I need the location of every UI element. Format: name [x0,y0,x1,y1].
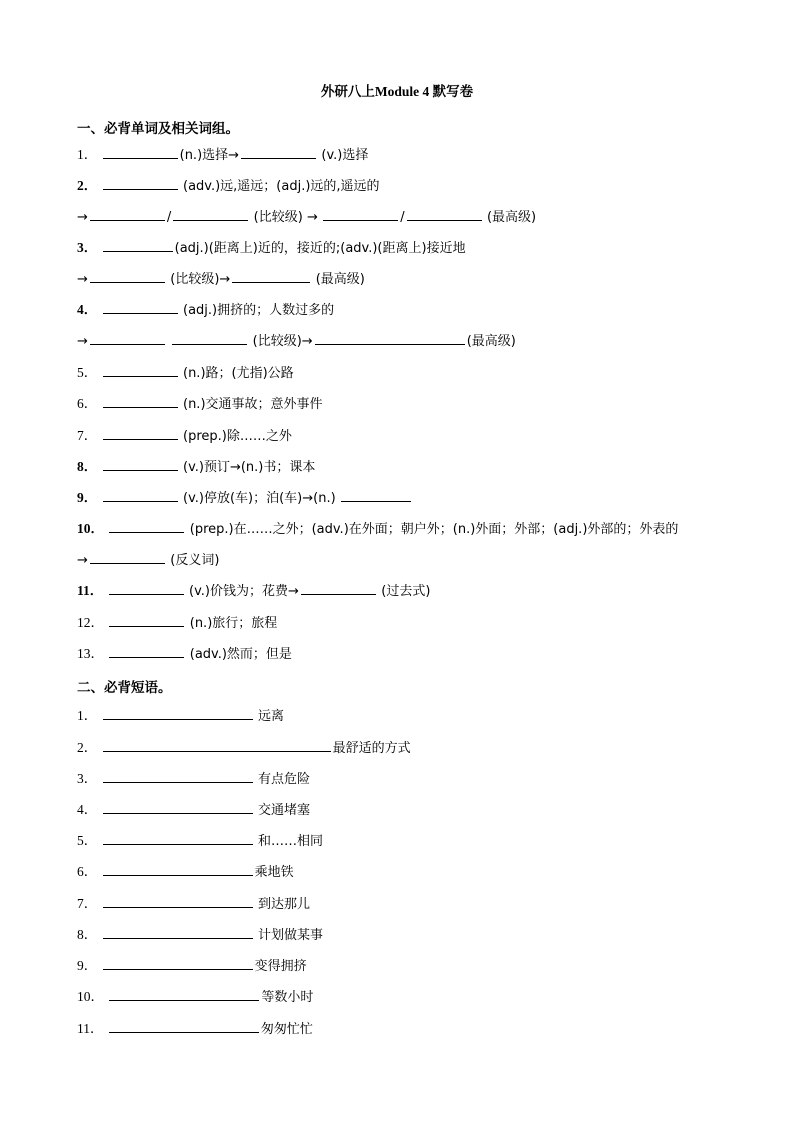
answer-blank[interactable] [315,332,465,345]
vocab-item-11 [77,582,430,600]
answer-blank[interactable] [323,208,398,221]
answer-blank[interactable] [103,895,253,908]
answer-blank[interactable] [103,489,178,502]
answer-blank[interactable] [103,707,253,720]
answer-blank[interactable] [103,801,253,814]
phrase-item-9 [77,957,307,975]
answer-blank[interactable] [90,551,165,564]
answer-blank[interactable] [103,739,331,752]
item-number: 7． [77,896,98,911]
item-text: (n.)旅行；旅程 [189,616,278,631]
item-text: 和……相同 [258,834,324,849]
phrase-item-5 [77,832,323,850]
item-text: 有点危险 [258,772,311,787]
item-number: 9． [77,490,98,505]
item-number: 10． [77,989,104,1004]
phrase-item-8 [77,926,323,944]
vocab-item-3 [77,239,466,257]
item-number: 12． [77,615,104,630]
vocab-item-8 [77,458,315,476]
answer-blank[interactable] [109,645,184,658]
answer-blank[interactable] [109,582,184,595]
vocab-item-1 [77,146,368,164]
item-number: 5． [77,365,98,380]
answer-blank[interactable] [109,614,184,627]
item-text: (v.)停放(车)；泊(车)→(n.) [183,491,336,506]
answer-blank[interactable] [103,239,173,252]
phrase-item-2 [77,739,411,757]
item-number: 9． [77,958,98,973]
phrase-item-1 [77,707,284,725]
section2-heading: 二、必背短语。 [77,680,172,695]
item-number: 2． [77,178,98,193]
phrase-item-3 [77,770,310,788]
answer-blank[interactable] [109,1020,259,1033]
item-number: 3． [77,771,98,786]
item-number: 2． [77,740,98,755]
answer-blank[interactable] [90,208,165,221]
item-text: → [77,210,88,225]
vocab-item-9 [77,489,413,507]
item-number: 11． [77,1021,104,1036]
phrase-item-11 [77,1020,313,1038]
answer-blank[interactable] [172,332,247,345]
item-text: (adv.)远,遥远；(adj.)远的,遥远的 [183,179,380,194]
phrase-item-7 [77,895,310,913]
item-text: 等数小时 [261,990,314,1005]
item-text: (prep.)除……之外 [183,429,292,444]
item-text: (最高级) [315,272,365,287]
item-text: → [77,334,88,349]
answer-blank[interactable] [103,957,253,970]
item-text: → [77,272,88,287]
answer-blank[interactable] [103,458,178,471]
item-text: (n.)选择→ [179,148,240,163]
item-text: 计划做某事 [258,928,324,943]
vocab-item-2 [77,177,380,195]
item-number: 7． [77,428,98,443]
item-text: → [77,553,88,568]
item-text: (v.)预订→(n.)书；课本 [183,460,316,475]
phrase-item-6 [77,863,294,881]
item-text: (n.)路；(尤指)公路 [183,366,294,381]
item-number: 3． [77,240,98,255]
answer-blank[interactable] [103,177,178,190]
item-number: 1． [77,147,98,162]
vocab-item-4 [77,301,334,319]
vocab-item-5 [77,364,294,382]
vocab-item-10 [77,520,678,538]
item-number: 8． [77,927,98,942]
answer-blank[interactable] [103,395,178,408]
item-number: 10． [77,521,104,536]
item-number: 1． [77,708,98,723]
item-number: 4． [77,302,98,317]
phrase-item-4 [77,801,310,819]
answer-blank[interactable] [103,832,253,845]
vocab-item-7 [77,427,292,445]
item-text: (最高级) [486,210,537,225]
page-title: 外研八上Module 4 默写卷 [320,84,474,99]
answer-blank[interactable] [103,863,253,876]
item-number: 13． [77,646,104,661]
item-number: 6． [77,396,98,411]
item-number: 5． [77,833,98,848]
item-text: (n.)交通事故；意外事件 [183,397,323,412]
item-text: 匆匆忙忙 [260,1022,313,1037]
item-text: (adj.)(距离上)近的，接近的;(adv.)(距离上)接近地 [174,241,466,256]
item-text: 最舒适的方式 [332,741,411,756]
answer-blank[interactable] [173,208,248,221]
item-number: 11． [77,583,104,598]
vocab-item-3-forms [77,270,365,288]
answer-blank[interactable] [103,926,253,939]
item-text: (adj.)拥挤的；人数过多的 [183,303,335,318]
answer-blank[interactable] [90,270,165,283]
item-number: 6． [77,864,98,879]
vocab-item-4-forms [77,332,516,350]
item-text: (比较级)→ [252,334,313,349]
item-text: (v.)选择 [321,148,369,163]
item-text: 乘地铁 [254,865,294,880]
vocab-item-2-forms [77,208,536,226]
item-text: (v.)价钱为；花费→ [189,584,299,599]
answer-blank[interactable] [301,582,376,595]
answer-blank[interactable] [109,520,184,533]
answer-blank[interactable] [103,427,178,440]
item-text: 交通堵塞 [258,803,311,818]
item-text: / [400,210,405,225]
vocab-item-10-antonym [77,551,219,569]
answer-blank[interactable] [109,988,259,1001]
item-text: 变得拥挤 [254,959,307,974]
item-text: (比较级) → [253,210,318,225]
item-text: (adv.)然而；但是 [189,647,292,662]
answer-blank[interactable] [341,489,411,502]
answer-blank[interactable] [103,301,178,314]
answer-blank[interactable] [103,364,178,377]
answer-blank[interactable] [241,146,316,159]
item-text: (过去式) [381,584,431,599]
item-text: (反义词) [170,553,220,568]
item-text: (prep.)在……之外；(adv.)在外面；朝户外；(n.)外面；外部；(adj.)外部的；外表的 [189,522,679,537]
item-text: 到达那儿 [258,897,311,912]
item-number: 8． [77,459,98,474]
answer-blank[interactable] [103,146,178,159]
section1-heading: 一、必背单词及相关词组。 [77,121,239,136]
item-text: / [166,210,172,225]
item-number: 4． [77,802,98,817]
answer-blank[interactable] [232,270,310,283]
answer-blank[interactable] [407,208,482,221]
vocab-item-12 [77,614,277,632]
item-text: (比较级)→ [170,272,231,287]
vocab-item-6 [77,395,323,413]
item-text: 远离 [258,709,285,724]
phrase-item-10 [77,988,313,1006]
item-text: (最高级) [466,334,516,349]
vocab-item-13 [77,645,292,663]
answer-blank[interactable] [90,332,165,345]
answer-blank[interactable] [103,770,253,783]
